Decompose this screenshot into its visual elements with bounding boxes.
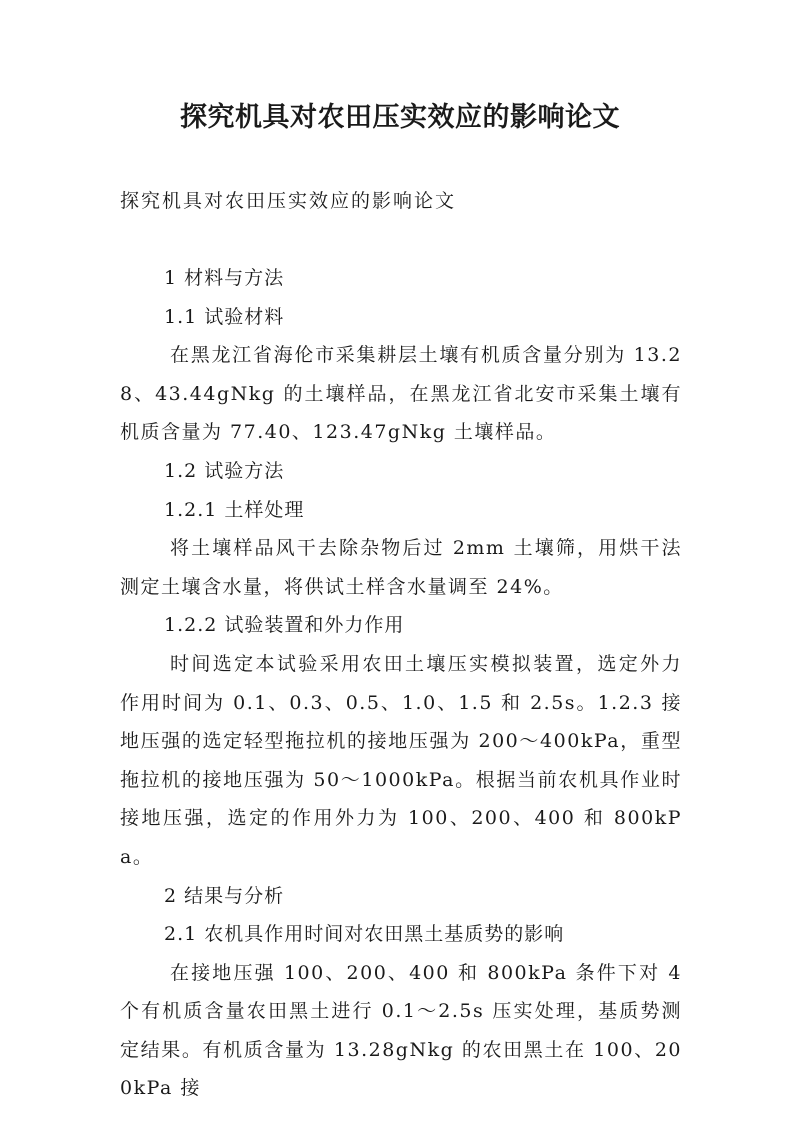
section-heading-1-1: 1.1 试验材料 (164, 305, 285, 328)
section-heading-1-2-1: 1.2.1 土样处理 (164, 498, 305, 521)
document-title: 探究机具对农田压实效应的影响论文 (180, 102, 620, 133)
paragraph-materials: 在黑龙江省海伦市采集耕层土壤有机质含量分别为 13.28、43.44gNkg 的土壤样品，在黑龙江省北安市采集土壤有机质含量为 77.40、123.47gNkg 土壤样品。 (120, 344, 682, 444)
document-body (120, 259, 682, 1108)
paragraph-results: 在接地压强 100、200、400 和 800kPa 条件下对 4 个有机质含量农田黑土进行 0.1～2.5s 压实处理，基质势测定结果。有机质含量为 13.28gNkg 的农田黑土在 100、200kPa 接 (120, 961, 682, 1100)
section-heading-2-1: 2.1 农机具作用时间对农田黑土基质势的影响 (164, 923, 565, 946)
paragraph-apparatus: 时间选定本试验采用农田土壤压实模拟装置，选定外力作用时间为 0.1、0.3、0.5、1.0、1.5 和 2.5s。1.2.3 接地压强的选定轻型拖拉机的接地压强为 200～400kPa，重型拖拉机的接地压强为 50～1000kPa。根据当前农机具作业时接地压强，选定的作用外力为 100、200、400 和 800kPa。 (120, 652, 682, 868)
section-heading-1: 1 材料与方法 (164, 267, 285, 289)
section-heading-1-2-2: 1.2.2 试验装置和外力作用 (164, 614, 405, 637)
section-heading-1-2: 1.2 试验方法 (164, 459, 285, 482)
paragraph-soil-treatment: 将土壤样品风干去除杂物后过 2mm 土壤筛，用烘干法测定土壤含水量，将供试土样含水量调至 24%。 (120, 537, 682, 598)
document-subtitle: 探究机具对农田压实效应的影响论文 (120, 190, 457, 212)
section-heading-2: 2 结果与分析 (164, 884, 285, 907)
